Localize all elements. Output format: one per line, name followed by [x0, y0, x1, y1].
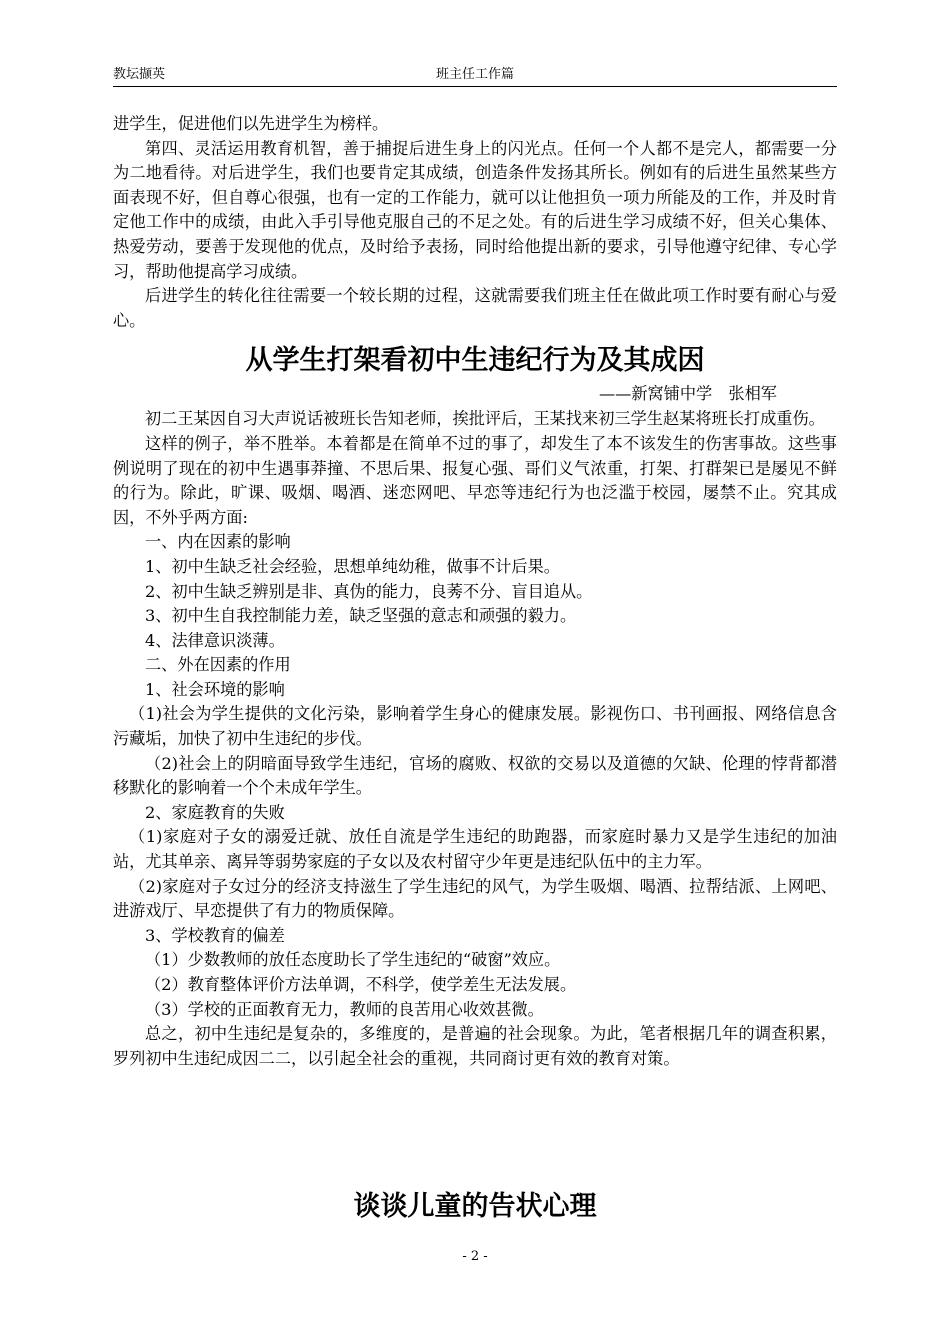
list-item: 2、初中生缺乏辨别是非、真伪的能力，良莠不分、盲目追从。 — [145, 581, 593, 601]
paragraph: （1)家庭对子女的溺爱迁就、放任自流是学生违纪的助跑器，而家庭时暴力又是学生违纪的加油站，尤其单亲、离异等弱势家庭的子女以及农村留守少年更是违纪队伍中的主力军。 — [113, 827, 837, 872]
list-item: 4、法律意识淡薄。 — [145, 630, 285, 650]
subsection-heading: 3、学校教育的偏差 — [145, 925, 285, 945]
header-left-text: 教坛撷英 — [113, 67, 166, 82]
article-title: 从学生打架看初中生违纪行为及其成因 — [245, 345, 705, 377]
list-item: 3、初中生自我控制能力差，缺乏坚强的意志和顽强的毅力。 — [145, 606, 577, 626]
paragraph: （2)社会上的阴暗面导致学生违纪，官场的腐败、权欲的交易以及道德的欠缺、伦理的悖背都潜移默化的影响着一个个未成年学生。 — [113, 753, 837, 798]
list-item: （3）学校的正面教育无力，教师的良苦用心收效甚微。 — [145, 999, 544, 1019]
paragraph: 这样的例子，举不胜举。本着都是在简单不过的事了，却发生了本不该发生的伤害事故。这些事例说明了现在的初中生遇事莽撞、不思后果、报复心强、哥们义气浓重，打架、打群架已是屡见不鲜的行为。除此，旷课、吸烟、喝酒、迷恋网吧、早恋等违纪行为也泛滥于校园，屡禁不止。究其成因，不外乎两方面: — [113, 433, 837, 527]
list-item: （2）教育整体评价方法单调，不科学，使学差生无法发展。 — [145, 975, 577, 994]
section-heading: 二、外在因素的作用 — [145, 655, 291, 675]
page-header — [113, 66, 837, 87]
paragraph: （2)家庭对子女过分的经济支持滋生了学生违纪的风气，为学生吸烟、喝酒、拉帮结派、上网吧、进游戏厅、早恋提供了有力的物质保障。 — [113, 876, 837, 921]
header-center-text: 班主任工作篇 — [435, 67, 514, 82]
page-number: - 2 - — [462, 1249, 488, 1264]
list-item: （1）少数教师的放任态度助长了学生违纪的“破窗”效应。 — [145, 950, 561, 970]
next-article-title: 谈谈儿童的告状心理 — [353, 1191, 597, 1222]
paragraph: 第四、灵活运用教育机智，善于捕捉后进生身上的闪光点。任何一个人都不是完人，都需要一分为二地看待。对后进学生，我们也要肯定其成绩，创造条件发扬其所长。例如有的后进生虽然某些方面表现不好，但自尊心很强，也有一定的工作能力，就可以让他担负一项力所能及的工作，并及时肯定他工作中的成绩，由此入手引导他克服自己的不足之处。有的后进生学习成绩不好，但关心集体、热爱劳动，要善于发现他的优点，及时给予表扬，同时给他提出新的要求，引导他遵守纪律、专心学习，帮助他提高学习成绩。 — [113, 138, 837, 281]
paragraph: （1)社会为学生提供的文化污染，影响着学生身心的健康发展。影视伤口、书刊画报、网络信息含污藏垢，加快了初中生违纪的步伐。 — [113, 704, 837, 749]
subsection-heading: 2、家庭教育的失败 — [145, 802, 285, 822]
subsection-heading: 1、社会环境的影响 — [145, 679, 285, 699]
article-byline: ——新窝铺中学 张相军 — [598, 384, 777, 404]
paragraph: 进学生，促进他们以先进学生为榜样。 — [113, 114, 389, 133]
page-content — [113, 112, 837, 1071]
list-item: 1、初中生缺乏社会经验，思想单纯幼稚，做事不计后果。 — [145, 556, 560, 576]
paragraph: 初二王某因自习大声说话被班长告知老师，挨批评后，王某找来初三学生赵某将班长打成重伤。 — [145, 409, 825, 429]
section-heading: 一、内在因素的影响 — [145, 532, 291, 552]
paragraph: 后进学生的转化往往需要一个较长期的过程，这就需要我们班主任在做此项工作时要有耐心与爱心。 — [113, 286, 837, 330]
paragraph: 总之，初中生违纪是复杂的，多维度的，是普遍的社会现象。为此，笔者根据几年的调查积累，罗列初中生违纪成因二二，以引起全社会的重视，共同商讨更有效的教育对策。 — [113, 1024, 837, 1068]
